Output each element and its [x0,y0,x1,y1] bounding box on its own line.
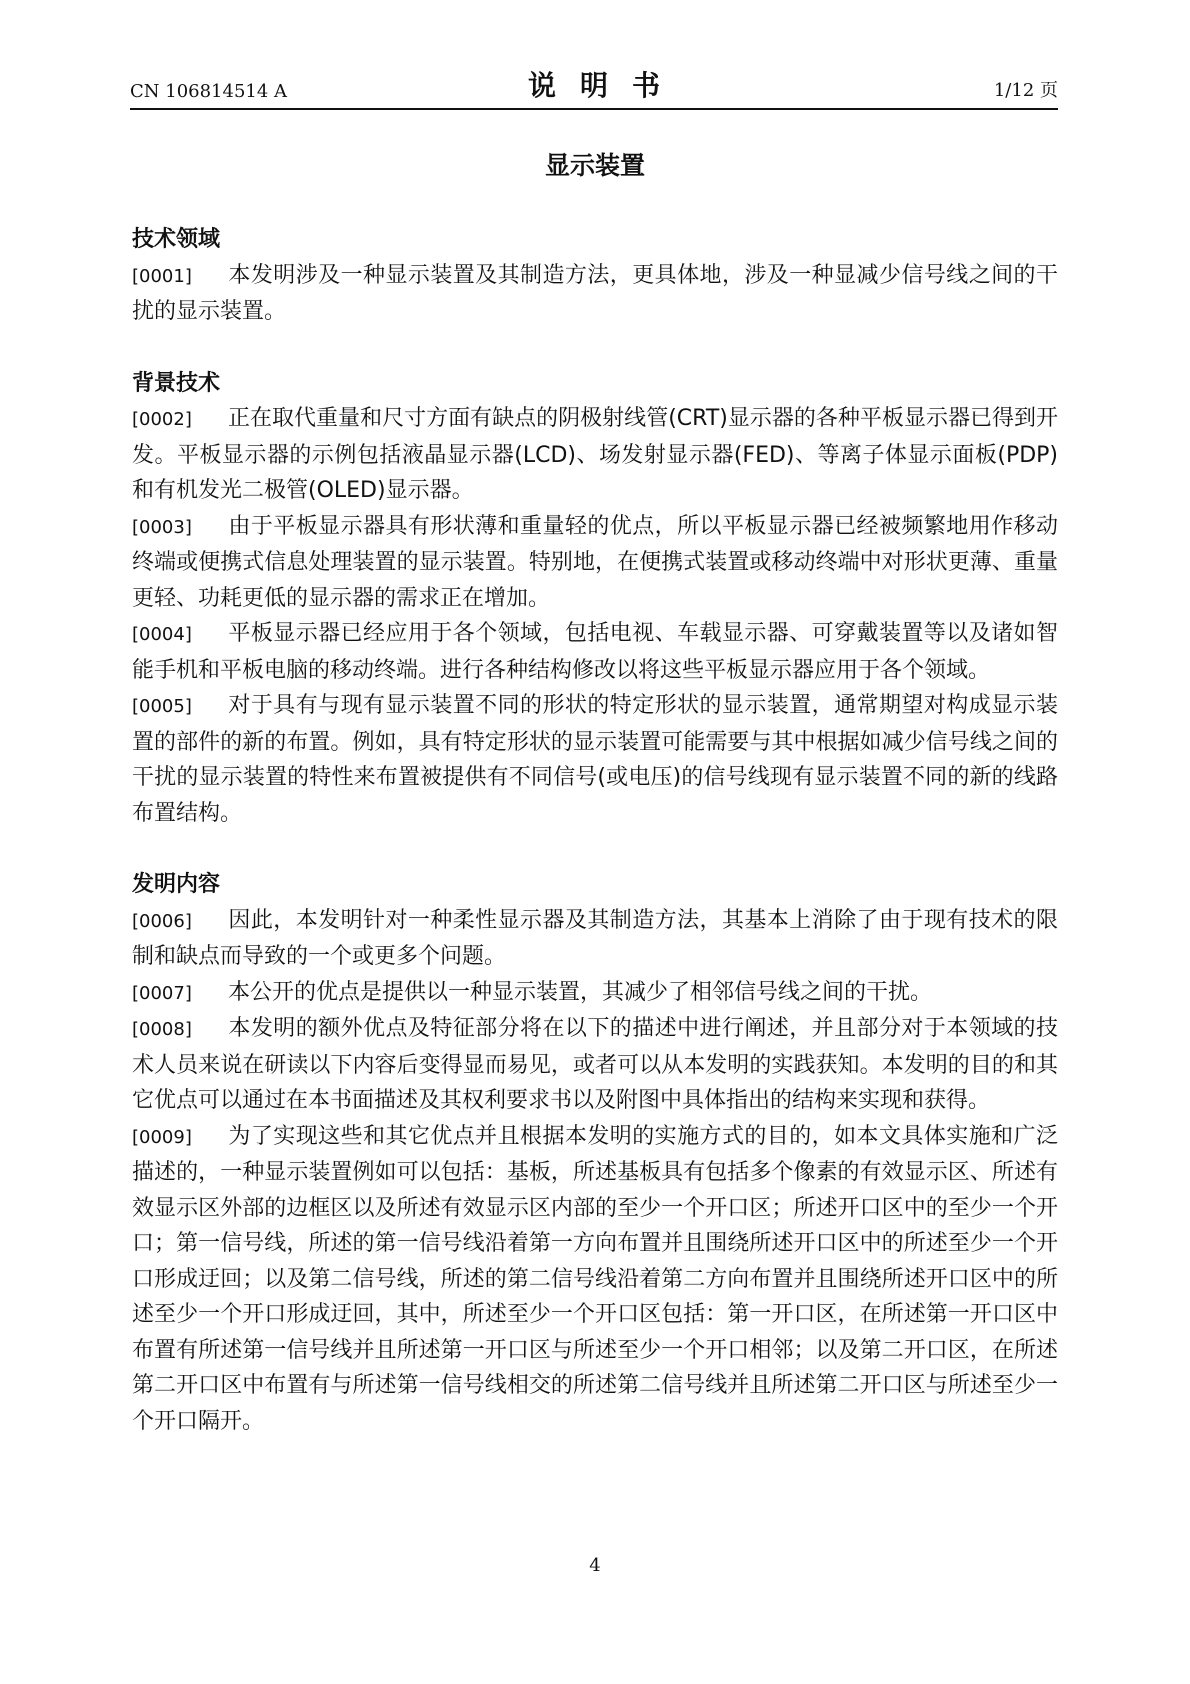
paragraph-number: [0001] [132,265,192,287]
paragraph-number: [0002] [132,409,192,430]
paragraph-number: [0004] [132,624,192,645]
paragraph-text: 由于平板显示器具有形状薄和重量轻的优点，所以平板显示器已经被频繁地用作移动终端或便携式信息处理装置的显示装置。特别地，在便携式装置或移动终端中对形状更薄、重量更轻、功耗更低的显示器的需求正在增加。 [132,513,1058,611]
paragraph [132,509,1058,617]
paragraph [132,1119,1058,1440]
paragraph-number: [0006] [132,910,192,932]
paragraph [132,616,1058,688]
paragraph-number: [0003] [132,516,192,538]
page-header [130,64,1058,108]
paragraph-text: 对于具有与现有显示装置不同的形状的特定形状的显示装置，通常期望对构成显示装置的部件的新的布置。例如，具有特定形状的显示装置可能需要与其中根据如减少信号线之间的干扰的显示装置的特性来布置被提供有不同信号(或电压)的信号线现有显示装置不同的新的线路布置结构。 [132,693,1058,826]
paragraph-text: 平板显示器已经应用于各个领域，包括电视、车载显示器、可穿戴装置等以及诸如智能手机和平板电脑的移动终端。进行各种结构修改以将这些平板显示器应用于各个领域。 [132,621,1058,683]
paragraph-number: [0007] [132,982,192,1004]
paragraph-text: 正在取代重量和尺寸方面有缺点的阴极射线管(CRT)显示器的各种平板显示器已得到开发。平板显示器的示例包括液晶显示器(LCD)、场发射显示器(FED)、等离子体显示面板(PDP)和有机发光二极管(OLED)显示器。 [132,406,1058,503]
publication-number: CN 106814514 A [130,81,288,102]
document-body [132,222,1058,1439]
section-heading: 背景技术 [132,370,221,396]
paragraph-text: 本发明的额外优点及特征部分将在以下的描述中进行阐述，并且部分对于本领域的技术人员来说在研读以下内容后变得显而易见，或者可以从本发明的实践获知。本发明的目的和其它优点可以通过在本书面描述及其权利要求书以及附图中具体指出的结构来实现和获得。 [132,1016,1058,1113]
document-type: 说明书 [527,69,684,102]
paragraph [132,975,1058,1012]
paragraph-text: 为了实现这些和其它优点并且根据本发明的实施方式的目的，如本文具体实施和广泛描述的，一种显示装置例如可以包括：基板，所述基板具有包括多个像素的有效显示区、所述有效显示区外部的边框区以及所述有效显示区内部的至少一个开口区；所述开口区中的至少一个开口；第一信号线，所述的第一信号线沿着第一方向布置并且围绕所述开口区中的所述至少一个开口形成迂回；以及第二信号线，所述的第二信号线沿着第二方向布置并且围绕所述开口区中的所述至少一个开口形成迂回，其中，所述至少一个开口区包括：第一开口区，在所述第一开口区中布置有所述第一信号线并且所述第一开口区与所述至少一个开口相邻；以及第二开口区，在所述第二开口区中布置有与所述第一信号线相交的所述第二信号线并且所述第二开口区与所述至少一个开口隔开。 [132,1123,1058,1434]
paragraph [132,688,1058,831]
paragraph-number: [0005] [132,696,192,717]
paragraph-text: 本发明涉及一种显示装置及其制造方法，更具体地，涉及一种显减少信号线之间的干扰的显示装置。 [132,262,1058,324]
section-heading: 发明内容 [132,872,221,897]
paragraph-text: 因此，本发明针对一种柔性显示器及其制造方法，其基本上消除了由于现有技术的限制和缺点而导致的一个或更多个问题。 [132,907,1058,969]
header-rule [130,108,1058,110]
paragraph [132,1011,1058,1119]
section-technical-field [132,222,1058,330]
paragraph-number: [0008] [132,1019,192,1040]
section-heading: 技术领域 [132,227,221,252]
paragraph-text: 本公开的优点是提供以一种显示装置，其减少了相邻信号线之间的干扰。 [228,979,933,1005]
section-summary [132,867,1058,1439]
section-background [132,366,1058,832]
paragraph [132,401,1058,509]
page-number: 4 [589,1555,601,1576]
paragraph [132,258,1058,330]
paragraph-number: [0009] [132,1126,192,1148]
document-title: 显示装置 [544,151,645,180]
page-of-total: 1/12 页 [993,80,1058,101]
paragraph [132,903,1058,975]
